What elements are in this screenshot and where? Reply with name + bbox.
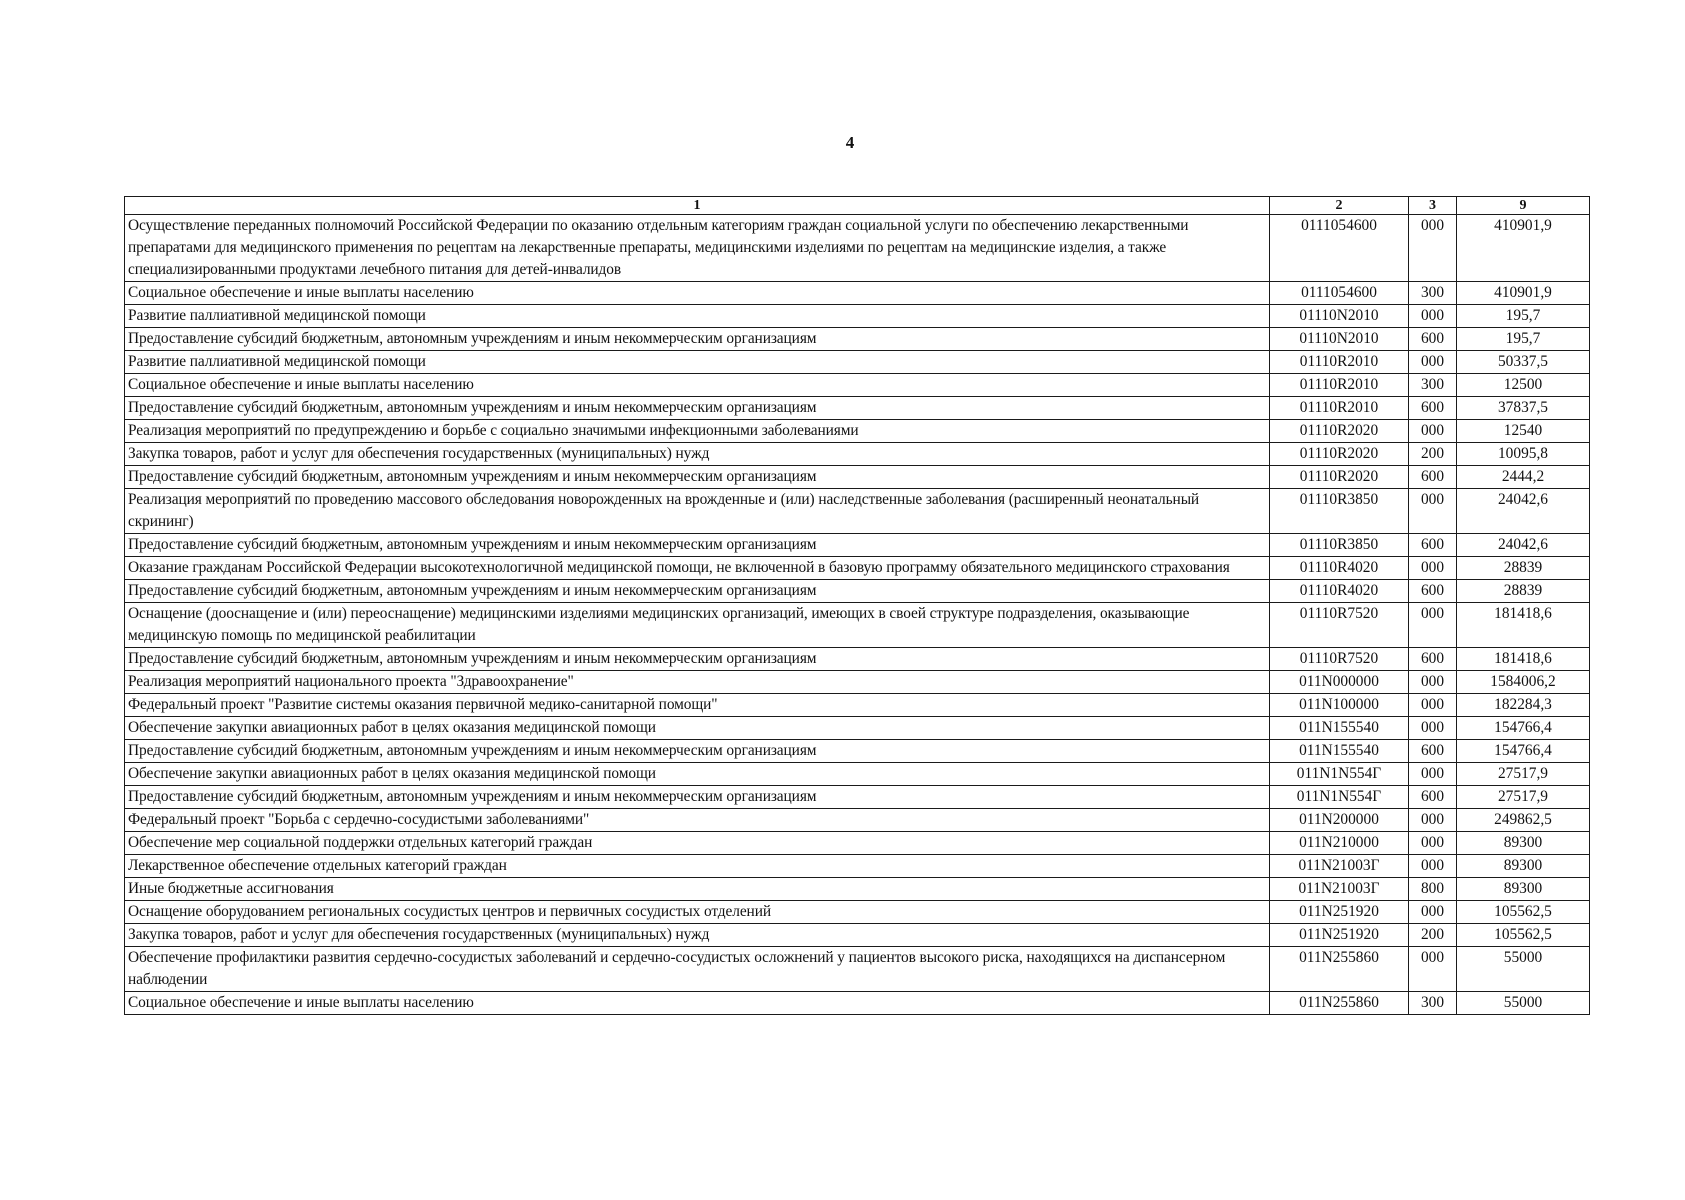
row-name: Социальное обеспечение и иные выплаты населению (125, 374, 1270, 397)
row-code: 01110R7520 (1270, 603, 1409, 648)
table-row (125, 534, 1590, 557)
row-name: Обеспечение профилактики развития сердечно-сосудистых заболеваний и сердечно-сосудистых осложнений у пациентов высокого риска, находящихся на диспансерном наблюдении (125, 947, 1270, 992)
row-sum: 1584006,2 (1457, 671, 1590, 694)
row-type: 300 (1409, 374, 1457, 397)
row-sum: 195,7 (1457, 305, 1590, 328)
row-name: Предоставление субсидий бюджетным, автономным учреждениям и иным некоммерческим организациям (125, 580, 1270, 603)
row-sum: 24042,6 (1457, 489, 1590, 534)
header-sum-column: 9 (1457, 197, 1590, 215)
row-name: Предоставление субсидий бюджетным, автономным учреждениям и иным некоммерческим организациям (125, 534, 1270, 557)
row-code: 0111054600 (1270, 282, 1409, 305)
row-name: Социальное обеспечение и иные выплаты населению (125, 282, 1270, 305)
row-code: 0111054600 (1270, 215, 1409, 282)
row-type: 000 (1409, 603, 1457, 648)
row-code: 011N251920 (1270, 924, 1409, 947)
row-sum: 12500 (1457, 374, 1590, 397)
table-row (125, 374, 1590, 397)
row-sum: 181418,6 (1457, 648, 1590, 671)
table-row (125, 557, 1590, 580)
row-code: 011N000000 (1270, 671, 1409, 694)
row-code: 01110R2010 (1270, 351, 1409, 374)
row-type: 000 (1409, 901, 1457, 924)
row-type: 600 (1409, 397, 1457, 420)
row-code: 011N1N554Г (1270, 786, 1409, 809)
row-sum: 89300 (1457, 855, 1590, 878)
row-type: 000 (1409, 717, 1457, 740)
row-sum: 28839 (1457, 557, 1590, 580)
row-sum: 410901,9 (1457, 282, 1590, 305)
row-type: 300 (1409, 992, 1457, 1015)
row-type: 000 (1409, 832, 1457, 855)
row-name: Обеспечение закупки авиационных работ в целях оказания медицинской помощи (125, 717, 1270, 740)
row-code: 01110R2020 (1270, 420, 1409, 443)
row-sum: 10095,8 (1457, 443, 1590, 466)
row-name: Социальное обеспечение и иные выплаты населению (125, 992, 1270, 1015)
row-code: 01110N2010 (1270, 305, 1409, 328)
row-name: Осуществление переданных полномочий Российской Федерации по оказанию отдельным категориям граждан социальной услуги по обеспечению лекарственными препаратами для медицинского применения по рецептам на лекарственные препараты, медицинскими изделиями по рецептам на медицинские изделия, а также специализированными продуктами лечебного питания для детей-инвалидов (125, 215, 1270, 282)
row-sum: 24042,6 (1457, 534, 1590, 557)
row-sum: 154766,4 (1457, 740, 1590, 763)
row-name: Лекарственное обеспечение отдельных категорий граждан (125, 855, 1270, 878)
row-code: 011N21003Г (1270, 855, 1409, 878)
table-row (125, 832, 1590, 855)
row-code: 011N155540 (1270, 717, 1409, 740)
header-code-column: 2 (1270, 197, 1409, 215)
row-code: 011N200000 (1270, 809, 1409, 832)
row-code: 011N210000 (1270, 832, 1409, 855)
header-row (125, 197, 1590, 215)
table-row (125, 443, 1590, 466)
row-code: 01110R2020 (1270, 443, 1409, 466)
row-type: 600 (1409, 648, 1457, 671)
row-type: 600 (1409, 328, 1457, 351)
row-type: 200 (1409, 924, 1457, 947)
table-row (125, 282, 1590, 305)
row-name: Развитие паллиативной медицинской помощи (125, 351, 1270, 374)
row-code: 01110R4020 (1270, 557, 1409, 580)
row-name: Предоставление субсидий бюджетным, автономным учреждениям и иным некоммерческим организациям (125, 466, 1270, 489)
table-row (125, 351, 1590, 374)
table-row (125, 740, 1590, 763)
row-code: 01110R4020 (1270, 580, 1409, 603)
row-type: 000 (1409, 947, 1457, 992)
table-row (125, 648, 1590, 671)
row-sum: 55000 (1457, 992, 1590, 1015)
row-type: 000 (1409, 351, 1457, 374)
row-name: Оснащение (дооснащение и (или) переоснащение) медицинскими изделиями медицинских организаций, имеющих в своей структуре подразделения, оказывающие медицинскую помощь по медицинской реабилитации (125, 603, 1270, 648)
row-name: Оснащение оборудованием региональных сосудистых центров и первичных сосудистых отделений (125, 901, 1270, 924)
table-row (125, 489, 1590, 534)
row-type: 600 (1409, 786, 1457, 809)
row-sum: 89300 (1457, 832, 1590, 855)
row-name: Оказание гражданам Российской Федерации высокотехнологичной медицинской помощи, не включенной в базовую программу обязательного медицинского страхования (125, 557, 1270, 580)
table-row (125, 855, 1590, 878)
row-type: 000 (1409, 420, 1457, 443)
row-sum: 249862,5 (1457, 809, 1590, 832)
row-code: 01110R7520 (1270, 648, 1409, 671)
row-code: 011N21003Г (1270, 878, 1409, 901)
row-name: Предоставление субсидий бюджетным, автономным учреждениям и иным некоммерческим организациям (125, 740, 1270, 763)
row-code: 01110R3850 (1270, 489, 1409, 534)
row-type: 200 (1409, 443, 1457, 466)
row-type: 000 (1409, 305, 1457, 328)
header-type-column: 3 (1409, 197, 1457, 215)
row-type: 600 (1409, 534, 1457, 557)
row-name: Обеспечение мер социальной поддержки отдельных категорий граждан (125, 832, 1270, 855)
table-row (125, 305, 1590, 328)
row-name: Предоставление субсидий бюджетным, автономным учреждениям и иным некоммерческим организациям (125, 786, 1270, 809)
row-sum: 12540 (1457, 420, 1590, 443)
row-sum: 89300 (1457, 878, 1590, 901)
row-code: 01110R3850 (1270, 534, 1409, 557)
row-sum: 2444,2 (1457, 466, 1590, 489)
row-sum: 182284,3 (1457, 694, 1590, 717)
table-row (125, 992, 1590, 1015)
row-type: 000 (1409, 809, 1457, 832)
row-code: 011N251920 (1270, 901, 1409, 924)
table-header (125, 197, 1590, 215)
row-sum: 28839 (1457, 580, 1590, 603)
row-type: 000 (1409, 694, 1457, 717)
table-row (125, 763, 1590, 786)
row-name: Закупка товаров, работ и услуг для обеспечения государственных (муниципальных) нужд (125, 443, 1270, 466)
row-type: 600 (1409, 740, 1457, 763)
row-name: Предоставление субсидий бюджетным, автономным учреждениям и иным некоммерческим организациям (125, 328, 1270, 351)
table-row (125, 397, 1590, 420)
row-sum: 27517,9 (1457, 763, 1590, 786)
row-name: Закупка товаров, работ и услуг для обеспечения государственных (муниципальных) нужд (125, 924, 1270, 947)
row-sum: 50337,5 (1457, 351, 1590, 374)
row-type: 000 (1409, 489, 1457, 534)
row-sum: 27517,9 (1457, 786, 1590, 809)
row-sum: 181418,6 (1457, 603, 1590, 648)
header-name-column: 1 (125, 197, 1270, 215)
row-type: 600 (1409, 466, 1457, 489)
table-row (125, 603, 1590, 648)
table-row (125, 420, 1590, 443)
row-sum: 105562,5 (1457, 901, 1590, 924)
row-type: 800 (1409, 878, 1457, 901)
row-name: Реализация мероприятий национального проекта "Здравоохранение" (125, 671, 1270, 694)
table-row (125, 215, 1590, 282)
row-sum: 195,7 (1457, 328, 1590, 351)
row-name: Иные бюджетные ассигнования (125, 878, 1270, 901)
row-type: 000 (1409, 215, 1457, 282)
row-sum: 55000 (1457, 947, 1590, 992)
table-row (125, 580, 1590, 603)
table-row (125, 809, 1590, 832)
page-number: 4 (845, 133, 855, 152)
row-code: 011N1N554Г (1270, 763, 1409, 786)
table-body (125, 215, 1590, 1015)
table-row (125, 694, 1590, 717)
table-row (125, 901, 1590, 924)
row-name: Федеральный проект "Развитие системы оказания первичной медико-санитарной помощи" (125, 694, 1270, 717)
row-code: 01110N2010 (1270, 328, 1409, 351)
row-sum: 37837,5 (1457, 397, 1590, 420)
row-type: 000 (1409, 763, 1457, 786)
table-row (125, 786, 1590, 809)
row-sum: 154766,4 (1457, 717, 1590, 740)
table-row (125, 947, 1590, 992)
row-name: Реализация мероприятий по предупреждению и борьбе с социально значимыми инфекционными заболеваниями (125, 420, 1270, 443)
row-code: 011N255860 (1270, 947, 1409, 992)
table-row (125, 878, 1590, 901)
row-name: Предоставление субсидий бюджетным, автономным учреждениям и иным некоммерческим организациям (125, 648, 1270, 671)
row-name: Предоставление субсидий бюджетным, автономным учреждениям и иным некоммерческим организациям (125, 397, 1270, 420)
table-row (125, 328, 1590, 351)
table-row (125, 924, 1590, 947)
table-row (125, 671, 1590, 694)
row-sum: 105562,5 (1457, 924, 1590, 947)
row-code: 01110R2010 (1270, 374, 1409, 397)
row-type: 300 (1409, 282, 1457, 305)
table-row (125, 717, 1590, 740)
row-code: 011N255860 (1270, 992, 1409, 1015)
row-type: 000 (1409, 557, 1457, 580)
row-sum: 410901,9 (1457, 215, 1590, 282)
row-name: Реализация мероприятий по проведению массового обследования новорожденных на врожденные и (или) наследственные заболевания (расширенный неонатальный скрининг) (125, 489, 1270, 534)
budget-table (124, 196, 1590, 1015)
row-name: Федеральный проект "Борьба с сердечно-сосудистыми заболеваниями" (125, 809, 1270, 832)
row-name: Обеспечение закупки авиационных работ в целях оказания медицинской помощи (125, 763, 1270, 786)
row-type: 000 (1409, 855, 1457, 878)
row-code: 01110R2010 (1270, 397, 1409, 420)
row-code: 01110R2020 (1270, 466, 1409, 489)
row-code: 011N155540 (1270, 740, 1409, 763)
row-type: 000 (1409, 671, 1457, 694)
row-code: 011N100000 (1270, 694, 1409, 717)
row-type: 600 (1409, 580, 1457, 603)
row-name: Развитие паллиативной медицинской помощи (125, 305, 1270, 328)
table-row (125, 466, 1590, 489)
